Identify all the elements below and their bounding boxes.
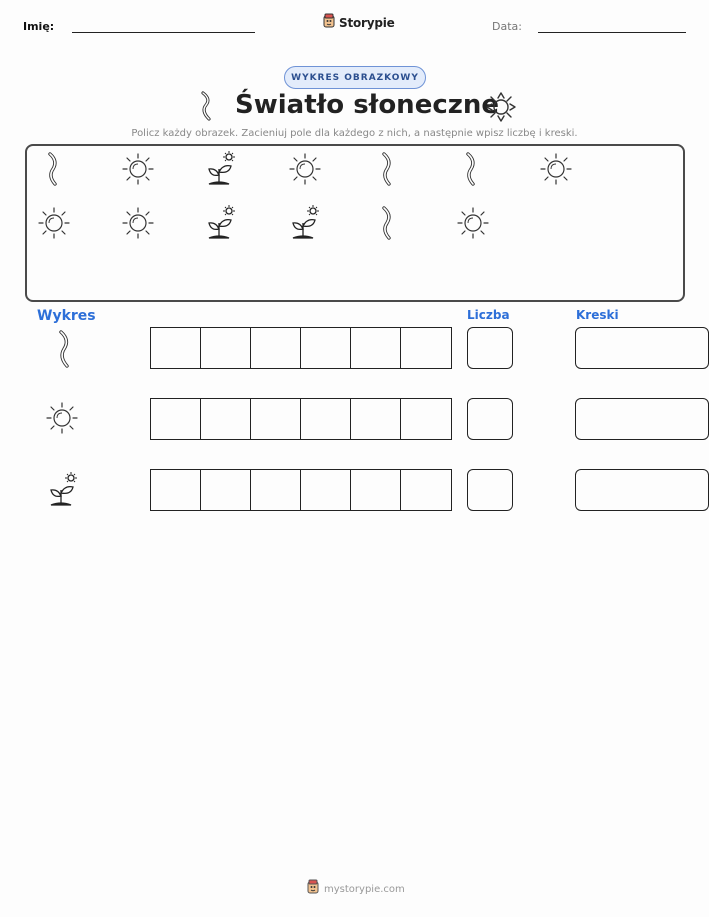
date-label: Data: bbox=[492, 20, 522, 33]
count-box-worm[interactable] bbox=[467, 327, 513, 369]
graph-cell[interactable] bbox=[151, 328, 201, 368]
graph-cell[interactable] bbox=[401, 470, 451, 510]
graph-cell[interactable] bbox=[401, 328, 451, 368]
graph-cell[interactable] bbox=[301, 399, 351, 439]
graph-cell[interactable] bbox=[151, 470, 201, 510]
sun-icon bbox=[484, 90, 518, 128]
sun-icon bbox=[456, 206, 490, 244]
storypie-mascot-icon bbox=[306, 879, 320, 899]
tally-box-sprout[interactable] bbox=[575, 469, 709, 511]
tally-label: Kreski bbox=[576, 308, 619, 322]
tally-box-sun[interactable] bbox=[575, 398, 709, 440]
worm-icon bbox=[44, 151, 64, 191]
worksheet-type-badge: WYKRES OBRAZKOWY bbox=[284, 66, 426, 89]
graph-cell[interactable] bbox=[351, 470, 401, 510]
graph-cell[interactable] bbox=[201, 328, 251, 368]
worm-icon bbox=[378, 151, 398, 191]
sprout-icon bbox=[205, 151, 237, 191]
worm-icon bbox=[462, 151, 482, 191]
sun-icon bbox=[539, 152, 573, 190]
name-label: Imię: bbox=[23, 20, 55, 33]
graph-cell[interactable] bbox=[251, 328, 301, 368]
instructions-text: Policz każdy obrazek. Zacieniuj pole dla każdego z nich, a następnie wpisz liczbę i kreski. bbox=[131, 128, 578, 139]
sun-icon bbox=[288, 152, 322, 190]
storypie-mascot-icon bbox=[322, 13, 336, 33]
worm-icon bbox=[55, 329, 75, 373]
sun-icon bbox=[37, 206, 71, 244]
graph-row-worm bbox=[150, 327, 452, 369]
sun-icon bbox=[45, 401, 79, 439]
worm-icon bbox=[378, 205, 398, 245]
count-box-sun[interactable] bbox=[467, 398, 513, 440]
graph-cell[interactable] bbox=[251, 399, 301, 439]
graph-cell[interactable] bbox=[201, 470, 251, 510]
sprout-icon bbox=[289, 205, 321, 245]
worm-icon bbox=[196, 90, 218, 126]
storypie-logo bbox=[322, 13, 395, 33]
date-line[interactable] bbox=[538, 32, 686, 33]
sprout-icon bbox=[205, 205, 237, 245]
sun-icon bbox=[121, 152, 155, 190]
sun-icon bbox=[121, 206, 155, 244]
tally-box-worm[interactable] bbox=[575, 327, 709, 369]
footer bbox=[306, 879, 405, 899]
graph-label: Wykres bbox=[37, 308, 96, 324]
graph-cell[interactable] bbox=[351, 399, 401, 439]
graph-cell[interactable] bbox=[201, 399, 251, 439]
footer-site: mystorypie.com bbox=[324, 883, 405, 895]
count-box-sprout[interactable] bbox=[467, 469, 513, 511]
graph-row-sprout bbox=[150, 469, 452, 511]
sprout-icon bbox=[47, 471, 79, 513]
count-label: Liczba bbox=[467, 308, 510, 322]
name-line[interactable] bbox=[72, 32, 255, 33]
graph-cell[interactable] bbox=[351, 328, 401, 368]
graph-cell[interactable] bbox=[251, 470, 301, 510]
graph-cell[interactable] bbox=[301, 470, 351, 510]
graph-row-sun bbox=[150, 398, 452, 440]
graph-cell[interactable] bbox=[301, 328, 351, 368]
brand-name: Storypie bbox=[339, 16, 395, 30]
graph-cell[interactable] bbox=[151, 399, 201, 439]
graph-cell[interactable] bbox=[401, 399, 451, 439]
worksheet-title: Światło słoneczne bbox=[235, 90, 500, 120]
